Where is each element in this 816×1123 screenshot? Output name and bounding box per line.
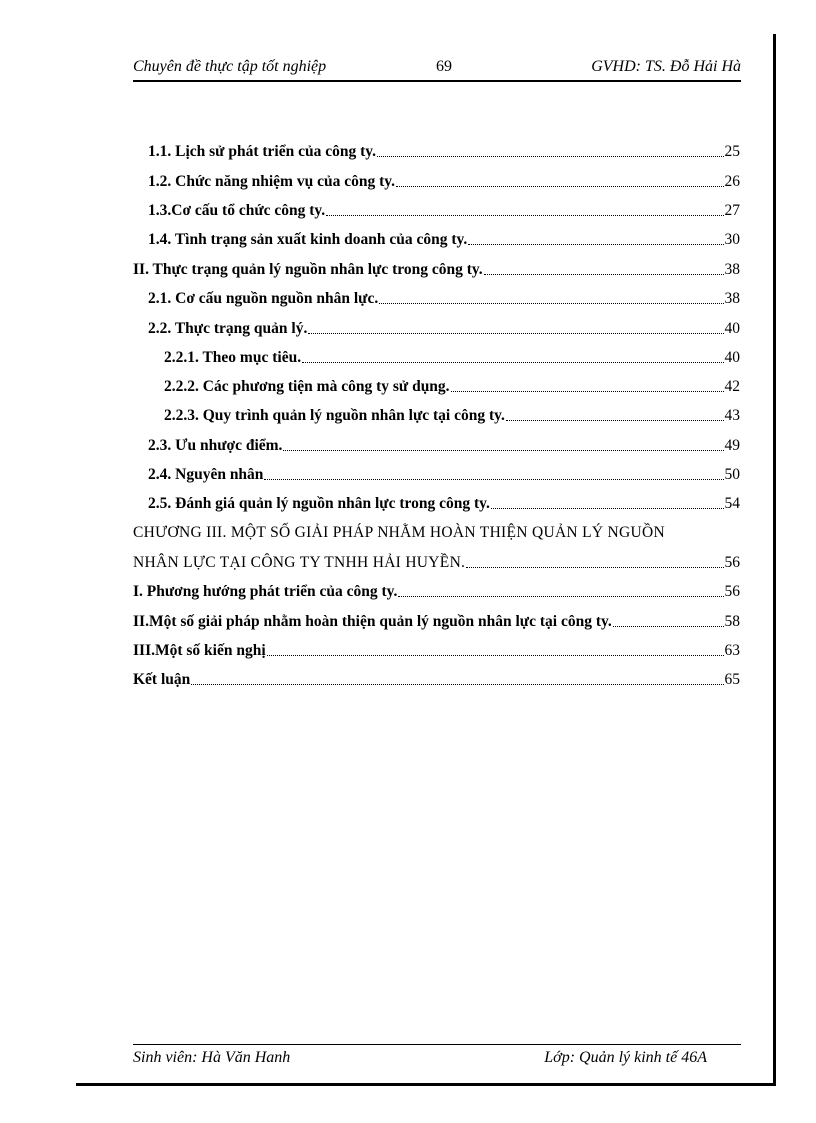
toc-entry-page: 26 [724,173,740,190]
toc-entry[interactable] [148,173,740,191]
dot-leader [377,155,723,157]
dot-leader [398,595,723,597]
dot-leader [484,273,724,275]
dot-leader [191,683,723,685]
toc-entry[interactable] [133,642,740,660]
footer-student: Sinh viên: Hà Văn Hanh [133,1049,291,1066]
toc-entry[interactable] [164,349,740,367]
toc-entry-page: 27 [724,202,740,219]
dot-leader [379,302,723,304]
header-page-number: 69 [436,58,452,75]
toc-entry-page: 43 [724,407,740,424]
toc-entry-page: 40 [724,349,740,366]
dot-leader [451,390,724,392]
toc-entry-title: 2.4. Nguyên nhân [148,466,264,483]
toc-entry-title: 1.2. Chức năng nhiệm vụ của công ty. [148,173,396,190]
dot-leader [308,332,723,334]
toc-entry-title: 2.2. Thực trạng quản lý. [148,320,308,337]
toc-entry-title: II.Một số giải pháp nhằm hoàn thiện quản lý nguồn nhân lực tại công ty. [133,613,612,630]
page-header [133,58,741,80]
toc-entry-page: 56 [724,583,740,600]
header-supervisor: GVHD: TS. Đỗ Hải Hà [591,58,741,75]
dot-leader [468,243,723,245]
header-divider [133,80,741,82]
toc-entry[interactable] [164,378,740,396]
toc-entry-page: 30 [724,231,740,248]
chapter-entry[interactable] [133,554,740,572]
toc-entry[interactable] [164,407,740,425]
page-footer [133,1049,741,1071]
toc-entry-title: 2.5. Đánh giá quản lý nguồn nhân lực trong công ty. [148,495,490,512]
dot-leader [302,361,723,363]
toc-entry-page: 50 [724,466,740,483]
dot-leader [613,625,724,627]
toc-entry[interactable] [148,495,740,513]
toc-entry-title: I. Phương hướng phát triển của công ty. [133,583,398,600]
dot-leader [267,654,724,656]
toc-entry-title: II. Thực trạng quản lý nguồn nhân lực trong công ty. [133,261,483,278]
toc-entry-title: 2.2.3. Quy trình quản lý nguồn nhân lực tại công ty. [164,407,505,424]
toc-entry[interactable] [148,466,740,484]
toc-entry[interactable] [133,671,740,689]
toc-entry[interactable] [148,202,740,220]
toc-entry[interactable] [133,583,740,601]
toc-entry-page: 63 [724,642,740,659]
toc-entry-page: 40 [724,320,740,337]
toc-entry-title: 1.4. Tình trạng sản xuất kinh doanh của công ty. [148,231,468,248]
chapter-heading-line-1[interactable]: CHƯƠNG III. MỘT SỐ GIẢI PHÁP NHẰM HOÀN THIỆN QUẢN LÝ NGUỒN [133,524,666,541]
toc-entry-title: 2.2.2. Các phương tiện mà công ty sử dụng. [164,378,450,395]
dot-leader [491,507,724,509]
toc-entry-page: 65 [724,671,740,688]
toc-entry-page: 25 [724,143,740,160]
toc-entry[interactable] [148,143,740,161]
footer-divider [133,1044,741,1045]
footer-class: Lớp: Quản lý kinh tế 46A [544,1049,707,1066]
toc-entry-page: 38 [724,261,740,278]
dot-leader [283,449,723,451]
header-document-type: Chuyên đề thực tập tốt nghiệp [133,58,327,75]
toc-entry-title: 2.3. Ưu nhược điểm. [148,437,283,454]
dot-leader [466,566,723,568]
dot-leader [396,185,723,187]
dot-leader [326,214,723,216]
toc-entry-page: 56 [724,554,740,571]
toc-entry-page: 54 [724,495,740,512]
toc-entry-title: 1.3.Cơ cấu tổ chức công ty. [148,202,326,219]
toc-entry-page: 38 [724,290,740,307]
toc-entry[interactable] [133,261,740,279]
toc-entry[interactable] [133,613,740,631]
chapter-heading-line-2: NHÂN LỰC TẠI CÔNG TY TNHH HẢI HUYỀN. [133,554,466,571]
toc-entry-title: 1.1. Lịch sử phát triển của công ty. [148,143,377,160]
toc-entry[interactable] [148,290,740,308]
toc-entry-title: Kết luận [133,671,191,688]
toc-entry-title: 2.2.1. Theo mục tiêu. [164,349,302,366]
toc-entry-title: 2.1. Cơ cấu nguồn nguồn nhân lực. [148,290,379,307]
dot-leader [264,478,723,480]
toc-entry-page: 49 [724,437,740,454]
toc-entry-page: 42 [724,378,740,395]
toc-entry[interactable] [148,320,740,338]
toc-entry-page: 58 [724,613,740,630]
dot-leader [506,419,724,421]
toc-entry-title: III.Một số kiến nghị [133,642,266,659]
toc-entry[interactable] [148,231,740,249]
toc-entry[interactable] [148,437,740,455]
